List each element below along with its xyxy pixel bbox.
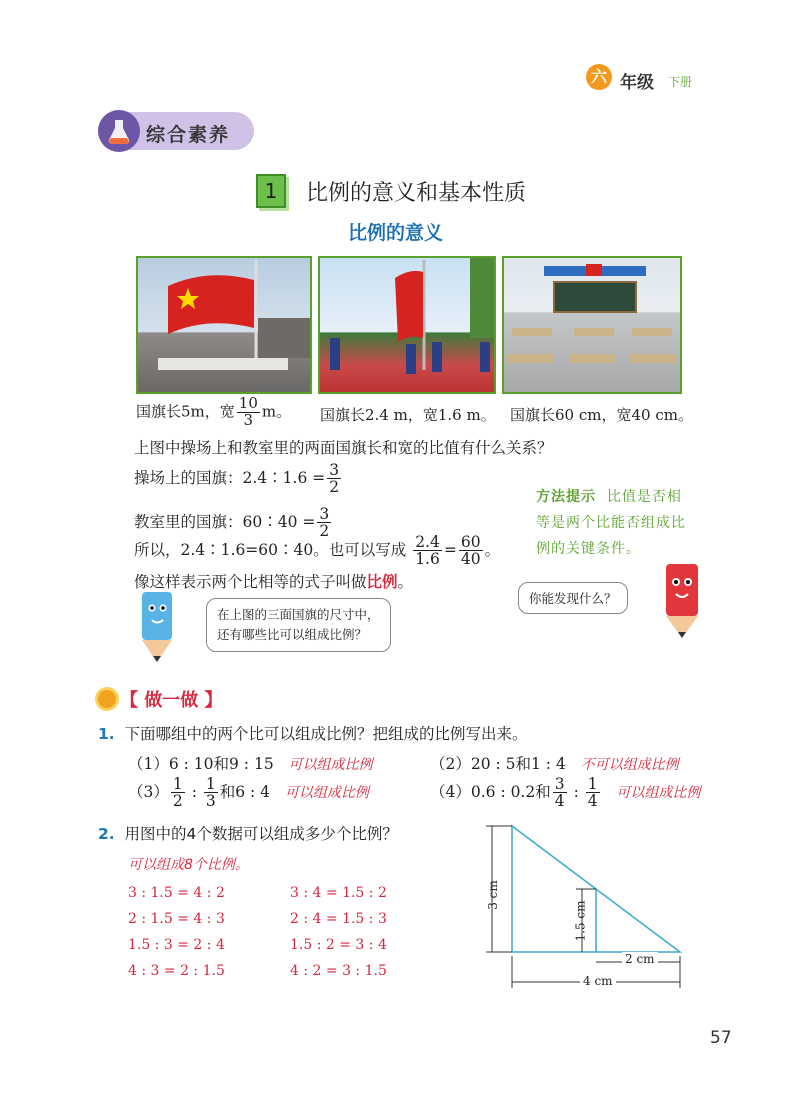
- lesson-number: 1: [256, 174, 286, 208]
- item-2: （2）20 : 5和1 : 4 不可以组成比例: [430, 755, 679, 773]
- lesson-title: 比例的意义和基本性质: [306, 181, 527, 206]
- proportions-right: 3 : 4 = 1.5 : 2 2 : 4 = 1.5 : 3 1.5 : 2 = 3 : 4 4 : 2 = 3 : 1.5: [290, 885, 387, 979]
- question-text: 上图中操场上和教室里的两面国旗长和宽的比值有什么关系？: [134, 439, 553, 457]
- grade-label: 年级: [620, 73, 654, 93]
- lesson-subtitle: 比例的意义: [348, 222, 444, 244]
- proportions-left: 3 : 1.5 = 4 : 2 2 : 1.5 = 4 : 3 1.5 : 3 = 2 : 4 4 : 3 = 2 : 1.5: [128, 885, 225, 979]
- photo-square-flag: [136, 256, 312, 394]
- question-2: 2. 用图中的4个数据可以组成多少个比例？: [98, 825, 398, 843]
- section-label: 综合素养: [146, 124, 231, 146]
- caption-2: 国旗长2.4 m，宽1.6 m。: [320, 406, 496, 424]
- item-4: （4）0.6 : 0.2和 $\frac{3}{4}$ : $\frac{1}{4}$ 可以组成比例: [430, 775, 701, 811]
- grade-volume: 下册: [668, 75, 693, 89]
- page-number: 57: [710, 1028, 732, 1048]
- red-pencil-mascot-icon: [654, 560, 710, 646]
- question-1: 1. 下面哪组中的两个比可以组成比例？把组成的比例写出来。: [98, 725, 528, 743]
- grade-badge: 六: [586, 64, 612, 90]
- dim-width-small: 2 cm: [622, 952, 658, 966]
- practice-title: 【 做一做 】: [120, 690, 223, 711]
- speech-bubble-left: 在上图的三面国旗的尺寸中， 还有哪些比可以组成比例？: [206, 598, 391, 652]
- caption-1: 国旗长5m，宽 $\frac{10}{3}$ m。: [136, 394, 292, 429]
- playground-ratio: 操场上的国旗：2.4∶1.6 = $\frac{3}{2}$: [134, 461, 340, 497]
- sun-icon: [98, 690, 116, 708]
- item-1: （1）6 : 10和9 : 15 可以组成比例: [128, 755, 373, 773]
- flask-icon: [98, 110, 140, 152]
- speech-bubble-right: 你能发现什么？: [518, 582, 628, 614]
- proportion-statement: 所以，2.4∶1.6=60∶40。也可以写成 $\frac{2.4}{1.6}$ = $\frac{60}{40}$ 。: [134, 533, 501, 569]
- dim-height-small: 1.5 cm: [573, 900, 588, 942]
- blue-pencil-mascot-icon: [126, 588, 186, 670]
- photo-classroom-flag: [502, 256, 682, 394]
- method-tip: 方法提示 比值是否相 等是两个比能否组成比 例的关键条件。: [536, 489, 686, 557]
- caption-3: 国旗长60 cm，宽40 cm。: [510, 406, 693, 424]
- definition-text: 像这样表示两个比相等的式子叫做比例。: [134, 572, 414, 591]
- item-3: （3） $\frac{1}{2}$ : $\frac{1}{3}$ 和6 : 4 可以组成比例: [128, 775, 369, 811]
- dim-width-big: 4 cm: [580, 974, 616, 988]
- photo-playground-flag: [318, 256, 496, 394]
- question-2-answer: 可以组成8个比例。: [128, 857, 249, 873]
- classroom-ratio: 教室里的国旗：60∶40 = $\frac{3}{2}$: [134, 505, 330, 541]
- dim-height-big: 3 cm: [485, 880, 500, 910]
